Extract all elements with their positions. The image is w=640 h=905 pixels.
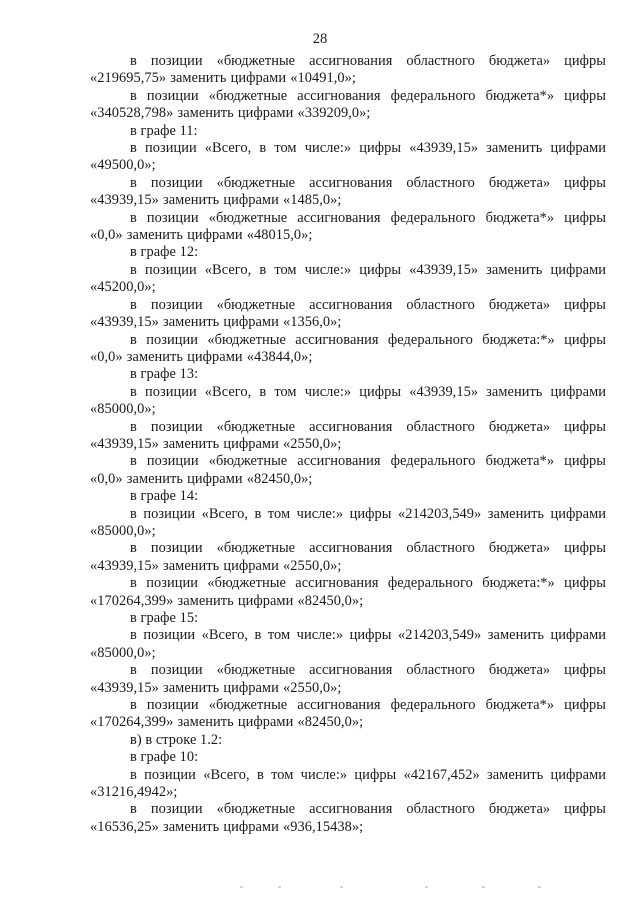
paragraph: в позиции «Всего, в том числе:» цифры «43939,15» заменить цифрами «85000,0»;: [90, 383, 606, 418]
paragraph: в позиции «бюджетные ассигнования областного бюджета» цифры «43939,15» заменить цифрами «1485,0»;: [90, 174, 606, 209]
section-heading: в графе 12:: [130, 244, 199, 261]
paragraph: в позиции «бюджетные ассигнования федерального бюджета:*» цифры «170264,399» заменить цифрами «82450,0»;: [90, 575, 606, 609]
paragraph: в позиции «Всего, в том числе:» цифры «214203,549» заменить цифрами «85000,0»;: [90, 505, 606, 539]
section-heading: в графе 15:: [130, 610, 199, 626]
paragraph: в позиции «бюджетные ассигнования областного бюджета» цифры «16536,25» заменить цифрами «936,15438»;: [90, 801, 606, 835]
section-heading: в) в строке 1.2:: [130, 731, 223, 748]
paragraph: в позиции «Всего, в том числе:» цифры «43939,15» заменить цифрами «45200,0»;: [90, 261, 606, 296]
paragraph: в позиции «Всего, в том числе:» цифры «214203,549» заменить цифрами «85000,0»;: [90, 627, 606, 661]
section-heading: в графе 14:: [130, 488, 199, 505]
section-heading: в графе 13:: [130, 366, 199, 383]
paragraph: в позиции «бюджетные ассигнования областного бюджета» цифры «43939,15» заменить цифрами «2550,0»;: [90, 662, 606, 696]
paragraph: в позиции «бюджетные ассигнования областного бюджета» цифры «43939,15» заменить цифрами «2550,0»;: [90, 418, 606, 452]
paragraph: в позиции «бюджетные ассигнования федерального бюджета*» цифры «0,0» заменить цифрами «48015,0»;: [90, 209, 606, 244]
paragraph: в позиции «бюджетные ассигнования федерального бюджета:*» цифры «0,0» заменить цифрами «43844,0»;: [90, 331, 606, 365]
section-heading: в графе 11:: [130, 122, 198, 139]
document-body: [90, 53, 606, 836]
scan-artifact: [220, 886, 560, 888]
paragraph: в позиции «бюджетные ассигнования областного бюджета» цифры «43939,15» заменить цифрами «2550,0»;: [90, 540, 606, 574]
paragraph: в позиции «бюджетные ассигнования областного бюджета» цифры «219695,75» заменить цифрами «10491,0»;: [90, 53, 606, 87]
paragraph: в позиции «бюджетные ассигнования федерального бюджета*» цифры «170264,399» заменить цифрами «82450,0»;: [90, 697, 606, 731]
paragraph: в позиции «Всего, в том числе:» цифры «42167,452» заменить цифрами «31216,4942»;: [90, 766, 606, 801]
page-number: 28: [312, 31, 328, 47]
paragraph: в позиции «Всего, в том числе:» цифры «43939,15» заменить цифрами «49500,0»;: [90, 140, 606, 174]
paragraph: в позиции «бюджетные ассигнования федерального бюджета*» цифры «340528,798» заменить цифрами «339209,0»;: [90, 87, 606, 122]
paragraph: в позиции «бюджетные ассигнования областного бюджета» цифры «43939,15» заменить цифрами «1356,0»;: [90, 296, 606, 331]
section-heading: в графе 10:: [130, 749, 199, 766]
paragraph: в позиции «бюджетные ассигнования федерального бюджета*» цифры «0,0» заменить цифрами «82450,0»;: [90, 453, 606, 487]
